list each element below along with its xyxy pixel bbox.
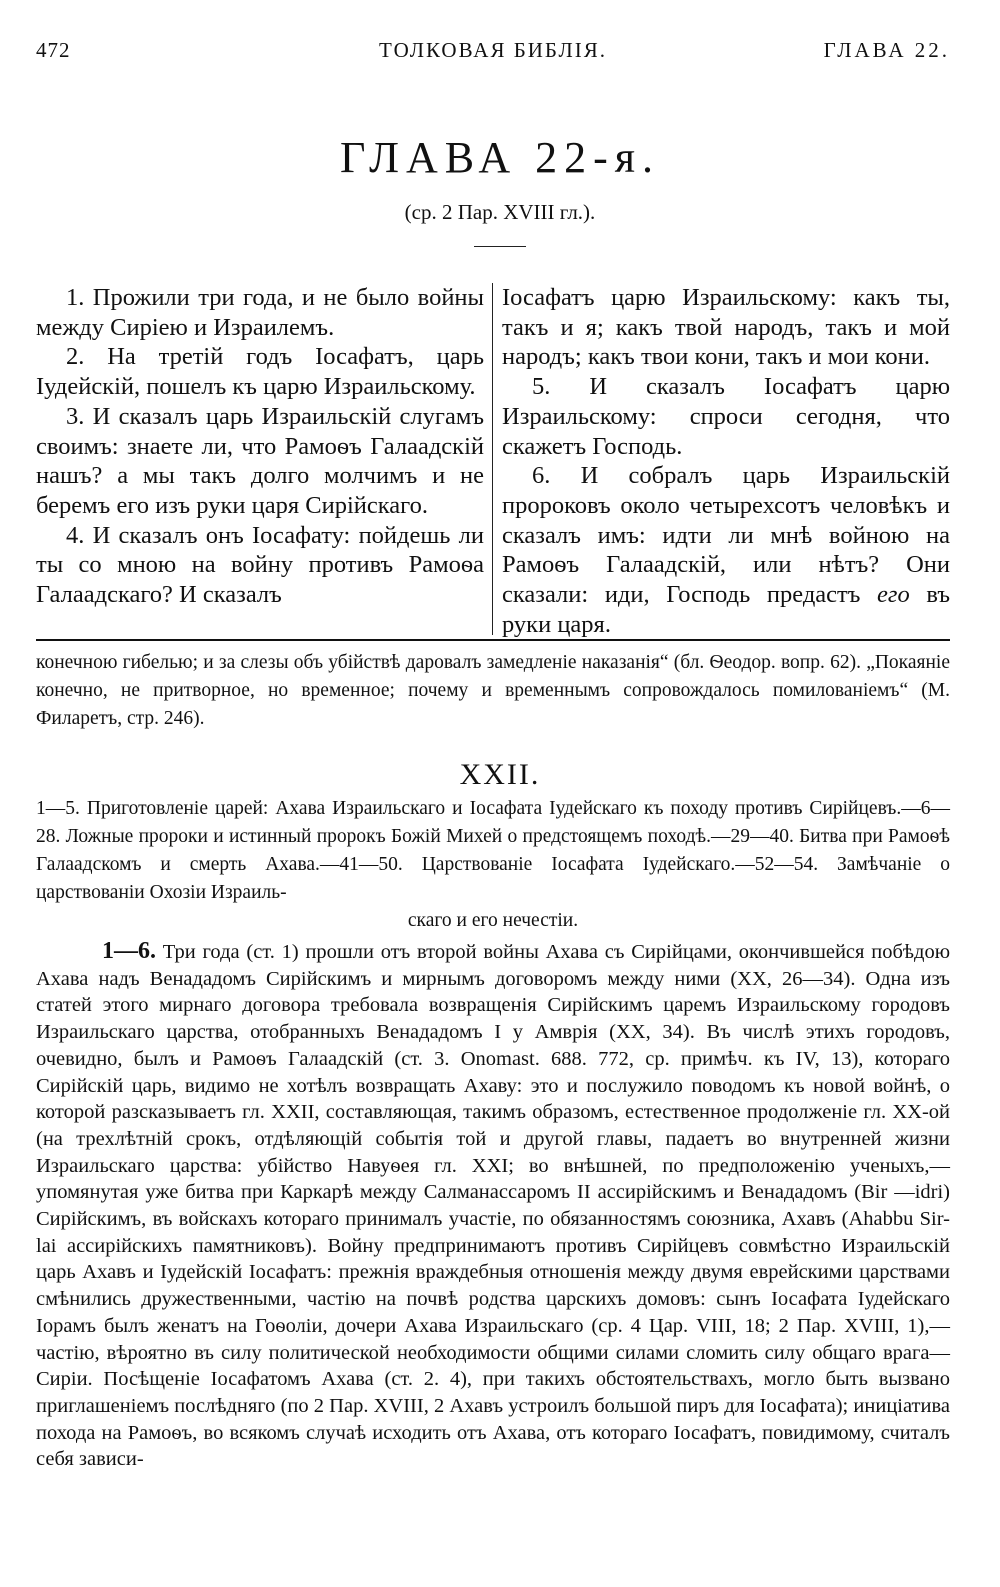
verse-2: 2. На третій годъ Іосафатъ, царь Іудейскій, пошелъ къ царю Израильскому.: [36, 343, 484, 401]
scripture-column-right: [502, 283, 950, 639]
summary-text: 1—5. Приготовленіе царей: Ахава Израильскаго и Іосафата Іудейскаго къ походу противъ Сирійцевъ.—6—28. Ложные пророки и истинный пророкъ Божій Михей о предстоящемъ походѣ.—29—40. Битва при Рамоѳѣ Галаадскомъ и смерть Ахава.—41—50. Царствованіе Іосафата Іудейскаго.—52—54. Замѣчаніе о царствованіи Охозіи Израиль-: [36, 798, 950, 903]
verse-6: [502, 461, 950, 639]
verse-6-text-end: въ руки царя.: [502, 581, 950, 638]
verse-1: 1. Прожили три года, и не было войны между Сиріею и Израилемъ.: [36, 284, 484, 341]
footnote-continuation: конечною гибелью; и за слезы объ убійствѣ даровалъ замедленіе наказанія“ (бл. Ѳеодор. вопр. 62). „Покаяніе конечно, не притворное, но временное; почему и временнымъ сопровождалось помилованіемъ“ (М. Филаретъ, стр. 246).: [36, 652, 950, 729]
running-header: [36, 38, 950, 72]
chapter-title: ГЛАВА 22-я.: [340, 133, 660, 182]
chapter-summary: [36, 795, 950, 935]
section-number: XXII.: [459, 758, 541, 791]
verse-3: 3. И сказалъ царь Израильскій слугамъ своимъ: знаете ли, что Рамоѳъ Галаадскій нашъ? а мы такъ долго молчимъ и не беремъ его изъ руки царя Сирійскаго.: [36, 402, 484, 519]
scripture-columns: [36, 283, 950, 639]
verse-6-italic-word: его: [877, 581, 910, 609]
summary-text-last-line: скаго и его нечестіи.: [407, 910, 579, 931]
chapter-parallel-reference: (ср. 2 Пар. XVIII гл.).: [404, 200, 596, 224]
verse-5: 5. И сказалъ Іосафатъ царю Израильскому: спроси сегодня, что скажетъ Господь.: [502, 373, 950, 460]
title-divider: [474, 246, 526, 247]
verse-6-text: 6. И собралъ царь Израильскій пророковъ около четырехсотъ человѣкъ и сказалъ имъ: идти ли мнѣ войною на Рамоѳъ Галаадскій, или нѣтъ? Они сказали: иди, Господь предастъ: [502, 462, 950, 609]
footnote-divider: [36, 639, 950, 641]
scripture-column-left: [36, 283, 484, 610]
commentary-paragraph: [36, 938, 950, 1473]
verse-4-end: Іосафатъ царю Израильскому: какъ ты, такъ и я; какъ твой народъ, такъ и мой народъ; какъ твои кони, такъ и мои кони.: [502, 284, 950, 371]
page-number: 472: [36, 38, 71, 62]
verse-4-start: 4. И сказалъ онъ Іосафату: пойдешь ли ты со мною на войну противъ Рамоѳа Галаадскаго? И сказалъ: [36, 521, 484, 609]
column-divider: [492, 283, 493, 635]
chapter-label: ГЛАВА 22.: [823, 38, 950, 62]
commentary-verse-range: 1—6.: [102, 938, 156, 964]
book-title: ТОЛКОВАЯ БИБЛІЯ.: [379, 38, 607, 62]
commentary-text: Три года (ст. 1) прошли отъ второй войны Ахава съ Сирійцами, окончившейся побѣдою Ахава надъ Венададомъ Сирійскимъ и мирнымъ договоромъ между ними (XX, 26—34). Одна изъ статей этого мирнаго договора требовала возвращенія Сирійскимъ царемъ Израильскому городовъ Израильскаго царства, отобранныхъ Венададомъ I у Амврія (XX, 34). Въ числѣ этихъ городовъ, очевидно, былъ и Рамоѳъ Галаадскій (ст. 3. Onomast. 688. 772, ср. примѣч. къ IV, 13), котораго Сирійскій царь, видимо не хотѣлъ возвращать Ахаву: это и послужило поводомъ къ новой войнѣ, о которой разсказываетъ гл. XXII, составляющая, такимъ образомъ, естественное продолженіе гл. XX-ой (на трехлѣтній срокъ, отдѣляющій событія той и другой главы, падаетъ во внутренней жизни Израильскаго царства: убійство Навуѳея гл. XXI; во внѣшней, по предположенію ученыхъ,—упомянутая уже битва при Каркарѣ между Салманассаромъ II ассирійскимъ и Венададомъ (Bir —idri) Сирійскимъ, въ войскахъ котораго принималъ участіе, по обязанностямъ союзника, Ахавъ (Ahabbu Sir-lai ассирійскихъ памятниковъ). Войну предпринимаютъ противъ Сирійцевъ совмѣстно Израильскій царь Ахавъ и Іудейскій Іосафатъ: прежнія враждебныя отношенія между двумя еврейскими царствами смѣнились дружественными, частію на почвѣ родства царскихъ домовъ: сынъ Іосафата Іудейскаго Іорамъ былъ женатъ на Гоѳоліи, дочери Ахава Израильскаго (ср. 4 Цар. VIII, 18; 2 Пар. XVIII, 1),—частію, вѣроятно въ силу политической необходимости общими силами сломить силу общаго врага—Сиріи. Посѣщеніе Іосафатомъ Ахава (ст. 2. 4), при такихъ обстоятельствахъ, могло быть вызвано приглашеніемъ послѣдняго (по 2 Пар. XVIII, 2 Ахавъ устроилъ большой пиръ для Іосафата); иниціатива похода на Рамоѳъ, во всякомъ случаѣ исходить отъ Ахава, отъ котораго Іосафатъ, повидимому, считалъ себя зависи-: [36, 941, 951, 1471]
